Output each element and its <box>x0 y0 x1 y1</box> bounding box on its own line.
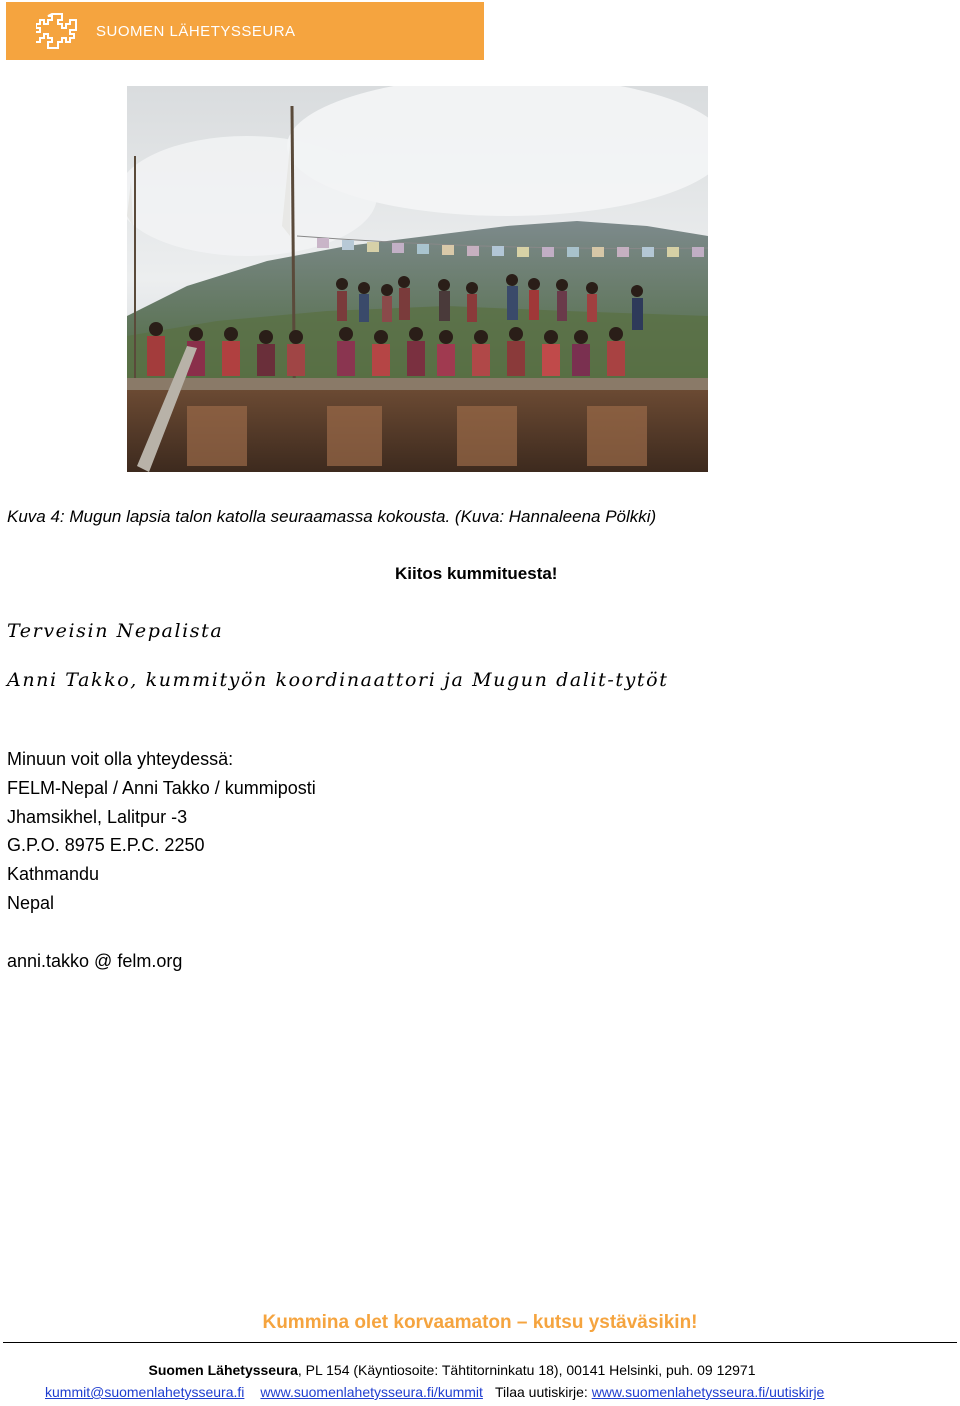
org-name: SUOMEN LÄHETYSSEURA <box>96 23 296 40</box>
photo-children-on-roof <box>127 86 708 472</box>
email-link[interactable]: kummit@suomenlahetysseura.fi <box>45 1384 245 1400</box>
footer-links <box>45 1384 824 1400</box>
footer-slogan <box>0 1312 960 1334</box>
contact-block <box>7 745 316 975</box>
contact-intro: Minuun voit olla yhteydessä: <box>7 749 234 769</box>
address-line: G.P.O. 8975 E.P.C. 2250 <box>7 835 205 856</box>
thanks-heading: Kiitos kummituesta! <box>395 564 558 583</box>
newsletter-link[interactable]: www.suomenlahetysseura.fi/uutiskirje <box>591 1384 825 1400</box>
cross-logo-icon <box>36 11 78 53</box>
greeting: Terveisin Nepalista <box>7 620 224 642</box>
kummit-web-link[interactable]: www.suomenlahetysseura.fi/kummit <box>260 1384 483 1400</box>
footer-org-name: Suomen Lähetysseura <box>148 1362 298 1378</box>
footer-divider <box>3 1342 957 1343</box>
photo-caption: Kuva 4: Mugun lapsia talon katolla seuraamassa kokousta. (Kuva: Hannaleena Pölkki) <box>7 507 657 526</box>
address-line: Kathmandu <box>7 864 100 885</box>
newsletter-label: Tilaa uutiskirje: <box>494 1384 592 1400</box>
address-line: Nepal <box>7 892 55 913</box>
footer-slogan-text: Kummina olet korvaamaton – kutsu ystäväsikin! <box>262 1312 698 1333</box>
header-banner <box>6 2 484 60</box>
footer-address <box>0 1362 904 1378</box>
footer-address-text: , PL 154 (Käyntiosoite: Tähtitorninkatu 18), 00141 Helsinki, puh. 09 12971 <box>297 1362 756 1378</box>
address-line: FELM-Nepal / Anni Takko / kummiposti <box>7 777 316 798</box>
signature: Anni Takko, kummityön koordinaattori ja Mugun dalit-tytöt <box>7 669 669 691</box>
address-line: Jhamsikhel, Lalitpur -3 <box>7 806 188 827</box>
contact-email: anni.takko @ felm.org <box>7 950 183 971</box>
